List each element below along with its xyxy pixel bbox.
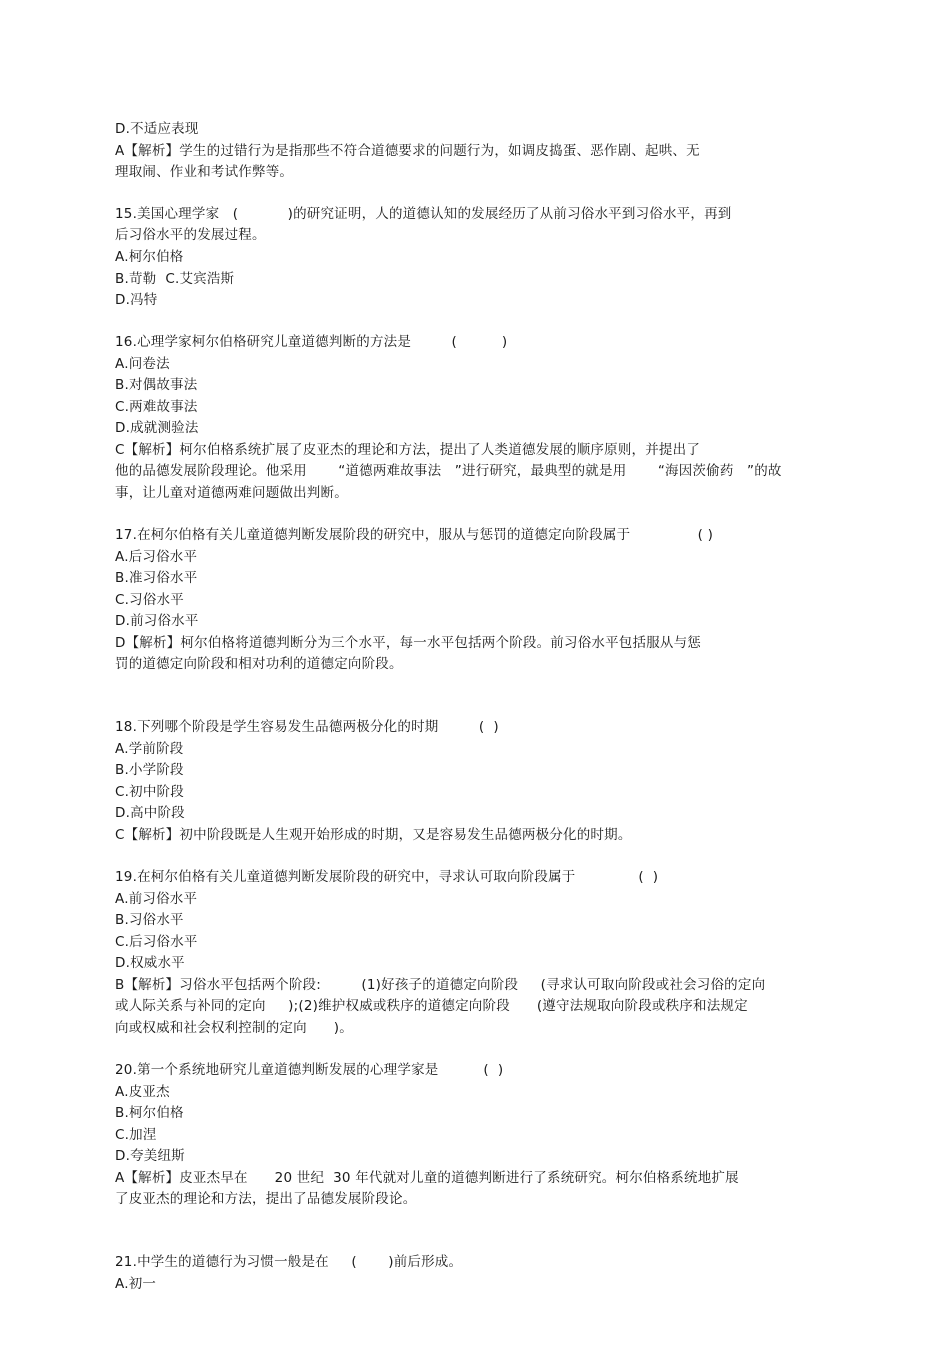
option-line: D.冯特: [115, 292, 158, 308]
option-line: B.苛勒 C.艾宾浩斯: [115, 271, 235, 287]
question-line: 20.第一个系统地研究儿童道德判断发展的心理学家是 ( ): [115, 1062, 504, 1078]
option-line: D.夸美纽斯: [115, 1148, 185, 1164]
option-line: A.前习俗水平: [115, 891, 198, 907]
explanation-line: D【解析】柯尔伯格将道德判断分为三个水平，每一水平包括两个阶段。前习俗水平包括服从与惩: [115, 635, 701, 651]
explanation-line: 或人际关系与补同的定向 );(2)维护权威或秩序的道德定向阶段 (遵守法规取向阶段或秩序和法规定: [115, 998, 748, 1014]
question-line: 后习俗水平的发展过程。: [115, 227, 266, 243]
option-line: B.对偶故事法: [115, 377, 198, 393]
option-line: B.柯尔伯格: [115, 1105, 184, 1121]
explanation-line: 事，让儿童对道德两难问题做出判断。: [115, 485, 348, 501]
option-line: A.皮亚杰: [115, 1084, 170, 1100]
explanation-line: 理取闹、作业和考试作弊等。: [115, 164, 294, 180]
explanation-line: 了皮亚杰的理论和方法，提出了品德发展阶段论。: [115, 1191, 417, 1207]
question-line: 16.心理学家柯尔伯格研究儿童道德判断的方法是 ( ): [115, 334, 508, 350]
option-line: C.初中阶段: [115, 784, 184, 800]
question-line: 21.中学生的道德行为习惯一般是在 ( )前后形成。: [115, 1254, 463, 1270]
option-line: C.两难故事法: [115, 399, 198, 415]
option-line: B.习俗水平: [115, 912, 184, 928]
option-line: D.高中阶段: [115, 805, 185, 821]
explanation-line: A【解析】学生的过错行为是指那些不符合道德要求的问题行为，如调皮捣蛋、恶作剧、起哄、无: [115, 143, 700, 159]
option-line: D.前习俗水平: [115, 613, 199, 629]
option-line: A.后习俗水平: [115, 549, 198, 565]
option-line: C.加涅: [115, 1127, 157, 1143]
option-line: C.后习俗水平: [115, 934, 198, 950]
option-line: B.小学阶段: [115, 762, 184, 778]
question-line: 19.在柯尔伯格有关儿童道德判断发展阶段的研究中，寻求认可取向阶段属于 ( ): [115, 869, 659, 885]
option-line: A.初一: [115, 1276, 157, 1292]
explanation-line: 向或权威和社会权利控制的定向 )。: [115, 1020, 353, 1036]
question-line: 17.在柯尔伯格有关儿童道德判断发展阶段的研究中，服从与惩罚的道德定向阶段属于 ( ): [115, 527, 714, 543]
explanation-line: C【解析】初中阶段既是人生观开始形成的时期，又是容易发生品德两极分化的时期。: [115, 827, 632, 843]
option-line: A.问卷法: [115, 356, 170, 372]
explanation-line: C【解析】柯尔伯格系统扩展了皮亚杰的理论和方法，提出了人类道德发展的顺序原则，并提出了: [115, 442, 701, 458]
option-line: A.学前阶段: [115, 741, 184, 757]
question-line: 15.美国心理学家 ( )的研究证明，人的道德认知的发展经历了从前习俗水平到习俗水平，再到: [115, 206, 732, 222]
explanation-line: 罚的道德定向阶段和相对功利的道德定向阶段。: [115, 656, 403, 672]
option-line: A.柯尔伯格: [115, 249, 184, 265]
option-line: C.习俗水平: [115, 592, 184, 608]
option-line: D.成就测验法: [115, 420, 199, 436]
explanation-line: 他的品德发展阶段理论。他采用 “道德两难故事法 ”进行研究，最典型的就是用 “海因茨偷药 ”的故: [115, 463, 782, 479]
option-line: D.权威水平: [115, 955, 185, 971]
option-line: B.准习俗水平: [115, 570, 198, 586]
explanation-line: A【解析】皮亚杰早在 20 世纪 30 年代就对儿童的道德判断进行了系统研究。柯尔伯格系统地扩展: [115, 1170, 739, 1186]
explanation-line: B【解析】习俗水平包括两个阶段: (1)好孩子的道德定向阶段 (寻求认可取向阶段或社会习俗的定向: [115, 977, 766, 993]
question-line: 18.下列哪个阶段是学生容易发生品德两极分化的时期 ( ): [115, 719, 499, 735]
option-line: D.不适应表现: [115, 121, 199, 137]
